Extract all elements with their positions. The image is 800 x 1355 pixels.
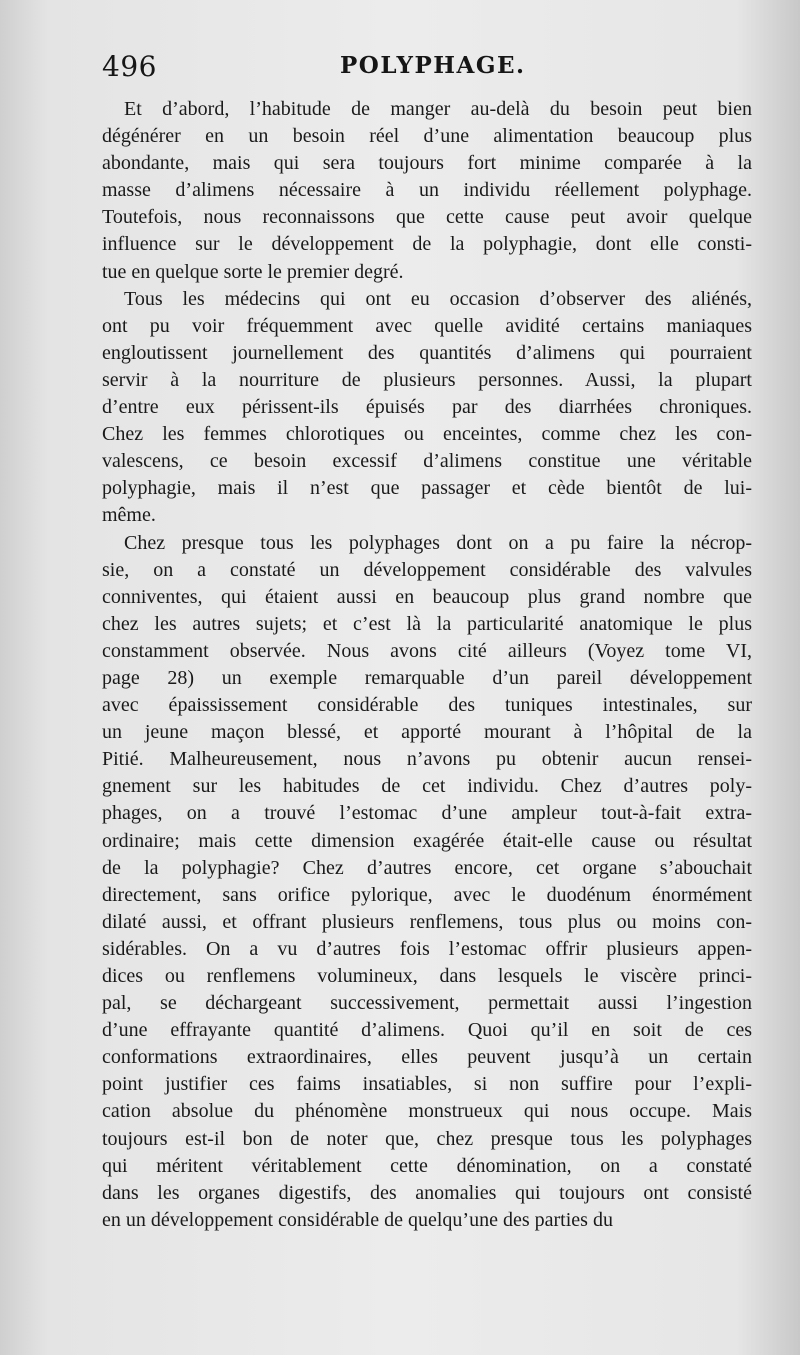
paragraph (102, 530, 752, 1234)
text-line: constamment observée. Nous avons cité ailleurs (Voyez tome VI, (102, 639, 752, 662)
text-line: Pitié. Malheureusement, nous n’avons pu obtenir aucun rensei- (102, 748, 752, 771)
text-line: toujours est-il bon de noter que, chez presque tous les polyphages (102, 1127, 752, 1150)
text-line: sidérables. On a vu d’autres fois l’estomac offrir plusieurs appen- (102, 937, 752, 960)
text-line: directement, sans orifice pylorique, avec le duodénum énormément (102, 883, 752, 906)
paragraph (102, 286, 752, 530)
text-line: qui méritent véritablement cette dénomination, on a constaté (102, 1154, 752, 1177)
text-line: masse d’alimens nécessaire à un individu réellement polyphage. (102, 179, 752, 202)
text-line: chez les autres sujets; et c’est là la particularité anatomique le plus (102, 612, 752, 635)
text-line: en un développement considérable de quelqu’une des parties du (102, 1208, 613, 1231)
text-line: tue en quelque sorte le premier degré. (102, 260, 404, 283)
text-line: Et d’abord, l’habitude de manger au-delà du besoin peut bien (124, 98, 752, 120)
running-title: POLYPHAGE. (340, 52, 526, 79)
text-line: Tous les médecins qui ont eu occasion d’observer des aliénés, (124, 287, 752, 310)
text-line: phages, on a trouvé l’estomac d’une ampleur tout-à-fait extra- (102, 802, 752, 825)
text-line: conniventes, qui étaient aussi en beaucoup plus grand nombre que (102, 585, 752, 608)
text-line: d’entre eux périssent-ils épuisés par des diarrhées chroniques. (102, 396, 752, 419)
text-line: influence sur le développement de la polyphagie, dont elle consti- (102, 233, 752, 256)
text-line: de la polyphagie? Chez d’autres encore, cet organe s’abouchait (102, 856, 752, 879)
text-line: cation absolue du phénomène monstrueux qui nous occupe. Mais (102, 1100, 752, 1123)
text-line: Chez presque tous les polyphages dont on a pu faire la nécrop- (124, 531, 752, 554)
paragraph (102, 96, 752, 286)
text-line: ont pu voir fréquemment avec quelle avidité certains maniaques (102, 314, 752, 337)
text-line: polyphagie, mais il n’est que passager et cède bientôt de lui- (102, 477, 752, 500)
text-line: un jeune maçon blessé, et apporté mourant à l’hôpital de la (102, 721, 752, 744)
text-line: servir à la nourriture de plusieurs personnes. Aussi, la plupart (102, 368, 752, 391)
text-line: dans les organes digestifs, des anomalies qui toujours ont consisté (102, 1181, 752, 1204)
text-line: point justifier ces faims insatiables, si non suffire pour l’expli- (102, 1073, 752, 1096)
text-line: conformations extraordinaires, elles peuvent jusqu’à un certain (102, 1046, 752, 1069)
text-line: même. (102, 504, 156, 527)
text-line: Chez les femmes chlorotiques ou enceintes, comme chez les con- (102, 423, 752, 446)
page-header (102, 50, 752, 86)
text-line: avec épaississement considérable des tuniques intestinales, sur (102, 694, 752, 717)
text-line: Toutefois, nous reconnaissons que cette cause peut avoir quelque (102, 206, 752, 229)
body-text (102, 96, 752, 1234)
page-number: 496 (102, 50, 157, 83)
text-line: abondante, mais qui sera toujours fort minime comparée à la (102, 152, 752, 175)
text-line: gnement sur les habitudes de cet individu. Chez d’autres poly- (102, 775, 752, 798)
text-line: dilaté aussi, et offrant plusieurs renflemens, tous plus ou moins con- (102, 910, 752, 933)
text-line: ordinaire; mais cette dimension exagérée était-elle cause ou résultat (102, 829, 752, 852)
text-line: pal, se déchargeant successivement, permettait aussi l’ingestion (102, 992, 752, 1015)
text-line: dégénérer en un besoin réel d’une alimentation beaucoup plus (102, 125, 752, 148)
text-line: engloutissent journellement des quantités d’alimens qui pourraient (102, 341, 752, 364)
text-line: page 28) un exemple remarquable d’un pareil développement (102, 666, 752, 689)
text-line: dices ou renflemens volumineux, dans lesquels le viscère princi- (102, 965, 752, 987)
text-line: sie, on a constaté un développement considérable des valvules (102, 558, 752, 581)
text-line: d’une effrayante quantité d’alimens. Quoi qu’il en soit de ces (102, 1019, 752, 1042)
text-line: valescens, ce besoin excessif d’alimens constitue une véritable (102, 450, 752, 473)
